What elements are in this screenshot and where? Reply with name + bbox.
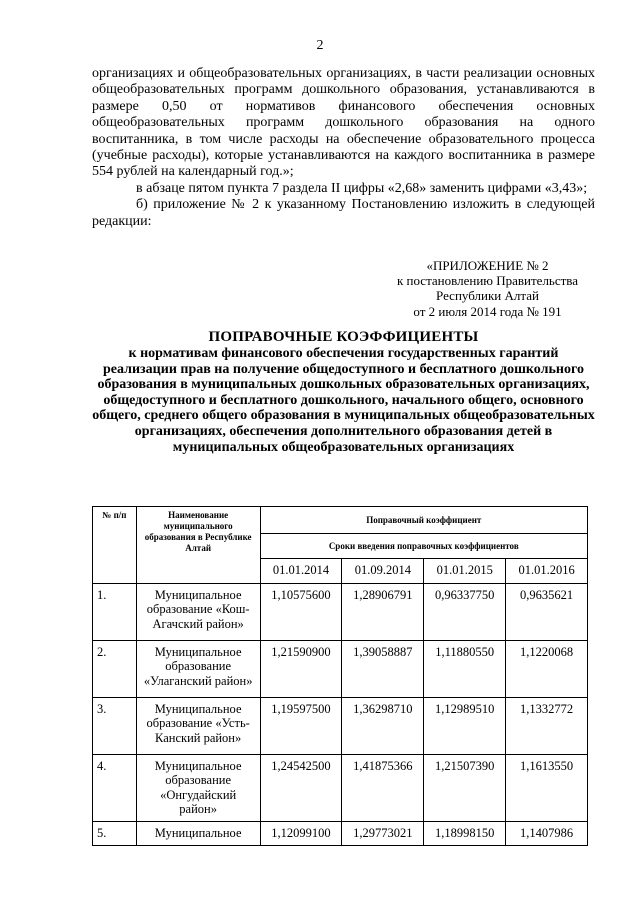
- header-municipality: Наименование муниципального образования в Республике Алтай: [136, 507, 260, 584]
- row-value: 1,12099100: [260, 821, 342, 845]
- row-value: 1,21507390: [424, 755, 506, 822]
- appendix-line-4: от 2 июля 2014 года № 191: [413, 303, 562, 319]
- row-number: 3.: [93, 698, 137, 755]
- title-main: ПОПРАВОЧНЫЕ КОЭФФИЦИЕНТЫ: [208, 329, 479, 345]
- paragraph-appendix-intro: б) приложение № 2 к указанному Постановлению изложить в следующей редакции:: [92, 197, 595, 229]
- date-cell: 01.01.2015: [424, 559, 506, 584]
- table-row: [93, 698, 588, 755]
- table-row: [93, 821, 588, 845]
- row-value: 1,19597500: [260, 698, 342, 755]
- body-text: [92, 66, 595, 230]
- row-value: 1,1613550: [506, 755, 588, 822]
- table-row: [93, 584, 588, 641]
- appendix-line-2: к постановлению Правительства: [396, 273, 579, 289]
- row-value: 1,1220068: [506, 641, 588, 698]
- paragraph-amendment: в абзаце пятом пункта 7 раздела II цифры «2,68» заменить цифрами «3,43»;: [136, 180, 588, 196]
- row-value: 1,28906791: [342, 584, 424, 641]
- row-municipality: Муниципальное образование «Улаганский район»: [136, 641, 260, 698]
- row-number: 4.: [93, 755, 137, 822]
- row-value: 1,24542500: [260, 755, 342, 822]
- appendix-line-3: Республики Алтай: [436, 288, 539, 304]
- date-cell: 01.09.2014: [342, 559, 424, 584]
- appendix-line-1: «ПРИЛОЖЕНИЕ № 2: [426, 258, 549, 273]
- coefficients-table: [92, 506, 588, 846]
- document-title: [92, 328, 595, 455]
- row-value: 1,1407986: [506, 821, 588, 845]
- row-value: 1,1332772: [506, 698, 588, 755]
- row-value: 1,29773021: [342, 821, 424, 845]
- page-number: 2: [316, 38, 324, 53]
- row-value: 1,18998150: [424, 821, 506, 845]
- row-value: 1,39058887: [342, 641, 424, 698]
- row-value: 1,41875366: [342, 755, 424, 822]
- row-value: 0,9635621: [506, 584, 588, 641]
- table-row: [93, 641, 588, 698]
- date-cell: 01.01.2016: [506, 559, 588, 584]
- date-cell: 01.01.2014: [260, 559, 342, 584]
- row-value: 1,12989510: [424, 698, 506, 755]
- row-municipality: Муниципальное образование «Кош-Агачский район»: [136, 584, 260, 641]
- header-number: № п/п: [93, 507, 137, 584]
- row-municipality: Муниципальное: [136, 821, 260, 845]
- row-value: 1,10575600: [260, 584, 342, 641]
- paragraph-continuation: организациях и общеобразовательных организациях, в части реализации основных общеобразовательных программ дошкольного образования, устанавливаются в размере 0,50 от нормативов финансового обеспечения основных общеобразовательных программ дошкольного образования на одного воспитанника, в том числе расходы на обеспечение образовательного процесса (учебные расходы), которые устанавливаются на каждого воспитанника в размере 554 рублей на календарный год.»;: [92, 66, 595, 180]
- row-value: 1,36298710: [342, 698, 424, 755]
- row-number: 5.: [93, 821, 137, 845]
- row-value: 0,96337750: [424, 584, 506, 641]
- row-number: 2.: [93, 641, 137, 698]
- row-value: 1,11880550: [424, 641, 506, 698]
- title-subtitle: к нормативам финансового обеспечения государственных гарантий реализации прав на получение общедоступного и бесплатного дошкольного образования в муниципальных дошкольных образовательных организациях, общедоступного и бесплатного дошкольного, начального общего, основного общего, среднего общего образования в муниципальных общеобразовательных организациях, обеспечения дополнительного образования детей в муниципальных общеобразовательных организациях: [92, 346, 595, 455]
- row-municipality: Муниципальное образование «Усть-Канский район»: [136, 698, 260, 755]
- table-row: [93, 755, 588, 822]
- appendix-header: [380, 258, 595, 319]
- header-terms: Сроки введения поправочных коэффициентов: [260, 534, 587, 559]
- row-value: 1,21590900: [260, 641, 342, 698]
- header-coefficient: Поправочный коэффициент: [260, 507, 587, 534]
- table-header-row: [93, 507, 588, 534]
- row-number: 1.: [93, 584, 137, 641]
- row-municipality: Муниципальное образование «Онгудайский район»: [136, 755, 260, 822]
